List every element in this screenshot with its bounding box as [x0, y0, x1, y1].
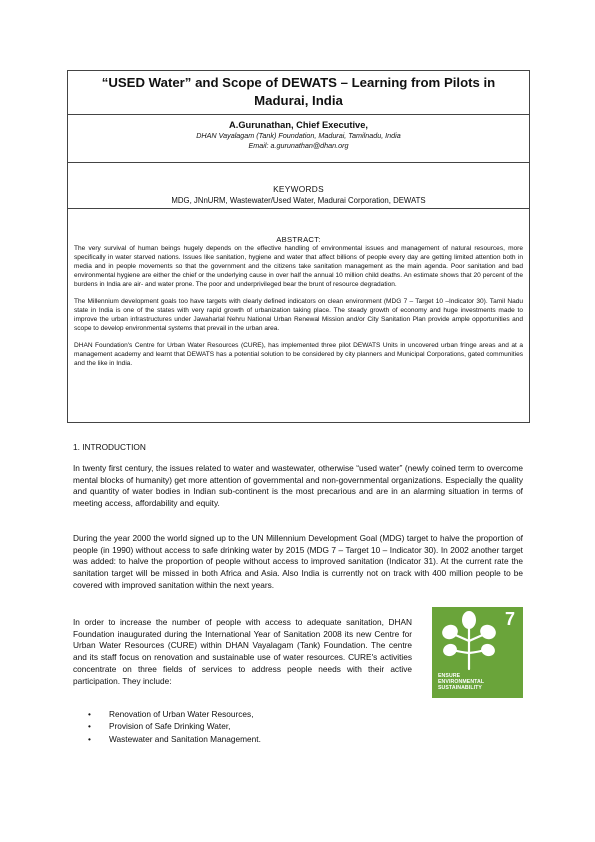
author-box [67, 114, 530, 163]
mdg-goal-caption [438, 673, 484, 692]
mdg-caption-line: ENVIRONMENTAL [438, 679, 485, 686]
keywords-text: MDG, JNnURM, Wastewater/Used Water, Madurai Corporation, DEWATS [171, 196, 426, 205]
list-item [88, 733, 261, 745]
paper-title-line-1: “USED Water” and Scope of DEWATS – Learning from Pilots in [101, 75, 496, 90]
abstract-paragraph: The very survival of human beings hugely depends on the effective handling of environmental issues and management of natural resources, more specifically in water starved nations. Issues like sanitation, hygiene and water that affect billions of people every day are getting limited attention both in media and in people movements so that the government and the citizens take sanitation management as the main agenda. Poor sanitation and bad environmental hygiene are either the chief or the underlying cause in over half the annual 10 million child deaths. An estimate shows that 20 percent of the burdens in India are air- and water prone. The poor and underprivileged bear the brunt of resource degradation. [74, 245, 523, 288]
list-item-text: Renovation of Urban Water Resources, [109, 709, 254, 719]
list-item [88, 720, 261, 732]
intro-paragraph-3: In order to increase the number of people with access to adequate sanitation, DHAN Foundation inaugurated during the International Year of Sanitation 2008 its new Centre for Urban Water Resources (CURE) within DHAN Vayalagam (Tank) Foundation. The centre and its staff focus on renovation and sustainable use of water resources. CURE's activities concentrate on three fields of services to address people needs with their active participation. They include: [73, 617, 412, 686]
abstract-paragraph: DHAN Foundation's Centre for Urban Water Resources (CURE), has implemented three pilot DEWATS Units in uncovered urban fringe areas and at a management academy and learnt that DEWATS has a potential solution to be considered by city planners and Municipal Corporations, gated communities and the like in India. [74, 342, 523, 367]
paper-title [68, 74, 529, 110]
keywords-box [67, 162, 530, 209]
title-box [67, 70, 530, 115]
list-item-text: Wastewater and Sanitation Management. [109, 733, 261, 744]
services-list [88, 708, 261, 745]
intro-paragraph-1: In twenty first century, the issues related to water and wastewater, otherwise “used water” (newly coined term to overcome mental blocks of humanity) get more attention of governmental and non-governmental organizations. Especially the quality and quantity of water bodies in Indian sub-continent is the most precarious and are in an alarming situation in terms of meeting access, affordability and equity. [73, 463, 523, 509]
abstract-heading: ABSTRACT: [276, 235, 321, 244]
author-name: A.Gurunathan, Chief Executive, [229, 120, 368, 130]
abstract-box [67, 208, 530, 423]
author-email: Email: a.gurunathan@dhan.org [248, 140, 349, 150]
bullet-icon: • [88, 733, 91, 744]
list-item-text: Provision of Safe Drinking Water, [109, 721, 231, 732]
paper-title-line-2: Madurai, India [254, 93, 343, 108]
list-item [88, 708, 261, 720]
bullet-icon: • [88, 709, 91, 719]
author-affiliation: DHAN Vayalagam (Tank) Foundation, Madurai, Tamilnadu, India [196, 131, 401, 140]
bullet-icon: • [88, 721, 91, 732]
mdg-caption-line: ENSURE [438, 673, 461, 679]
abstract-paragraph: The Millennium development goals too have targets with clearly defined indicators on clean environment (MDG 7 – Target 10 –Indicator 30). Tamil Nadu state in India is one of the states with very rapid growth of urbanization taking place. The steady growth of economy and huge investments made to improve the urban infrastructures under Jawaharlal Nehru National Urban Renewal Mission and/or City Sanitation Plan provide ample opportunities and scope to develop environmental systems that prevail in the urban area. [74, 298, 523, 332]
keywords-heading: KEYWORDS [273, 184, 324, 194]
intro-paragraph-2: During the year 2000 the world signed up to the UN Millennium Development Goal (MDG) target to halve the proportion of people (in 1990) without access to safe drinking water by 2015 (MDG 7 – Target 10 – Indicator 30). In 2002 another target was added: to halve the proportion of people without access to improved sanitation (Indicator 31). At the current rate the sanitation target will be missed in both Africa and Asia. Also India is currently not on track with 400 million people to be covered with improved sanitation within the next years. [73, 533, 523, 590]
mdg-goal-number: 7 [505, 609, 516, 629]
mdg-7-logo [432, 607, 523, 698]
section-heading-introduction: 1. INTRODUCTION [73, 442, 146, 452]
mdg-caption-line: SUSTAINABILITY [438, 685, 482, 692]
